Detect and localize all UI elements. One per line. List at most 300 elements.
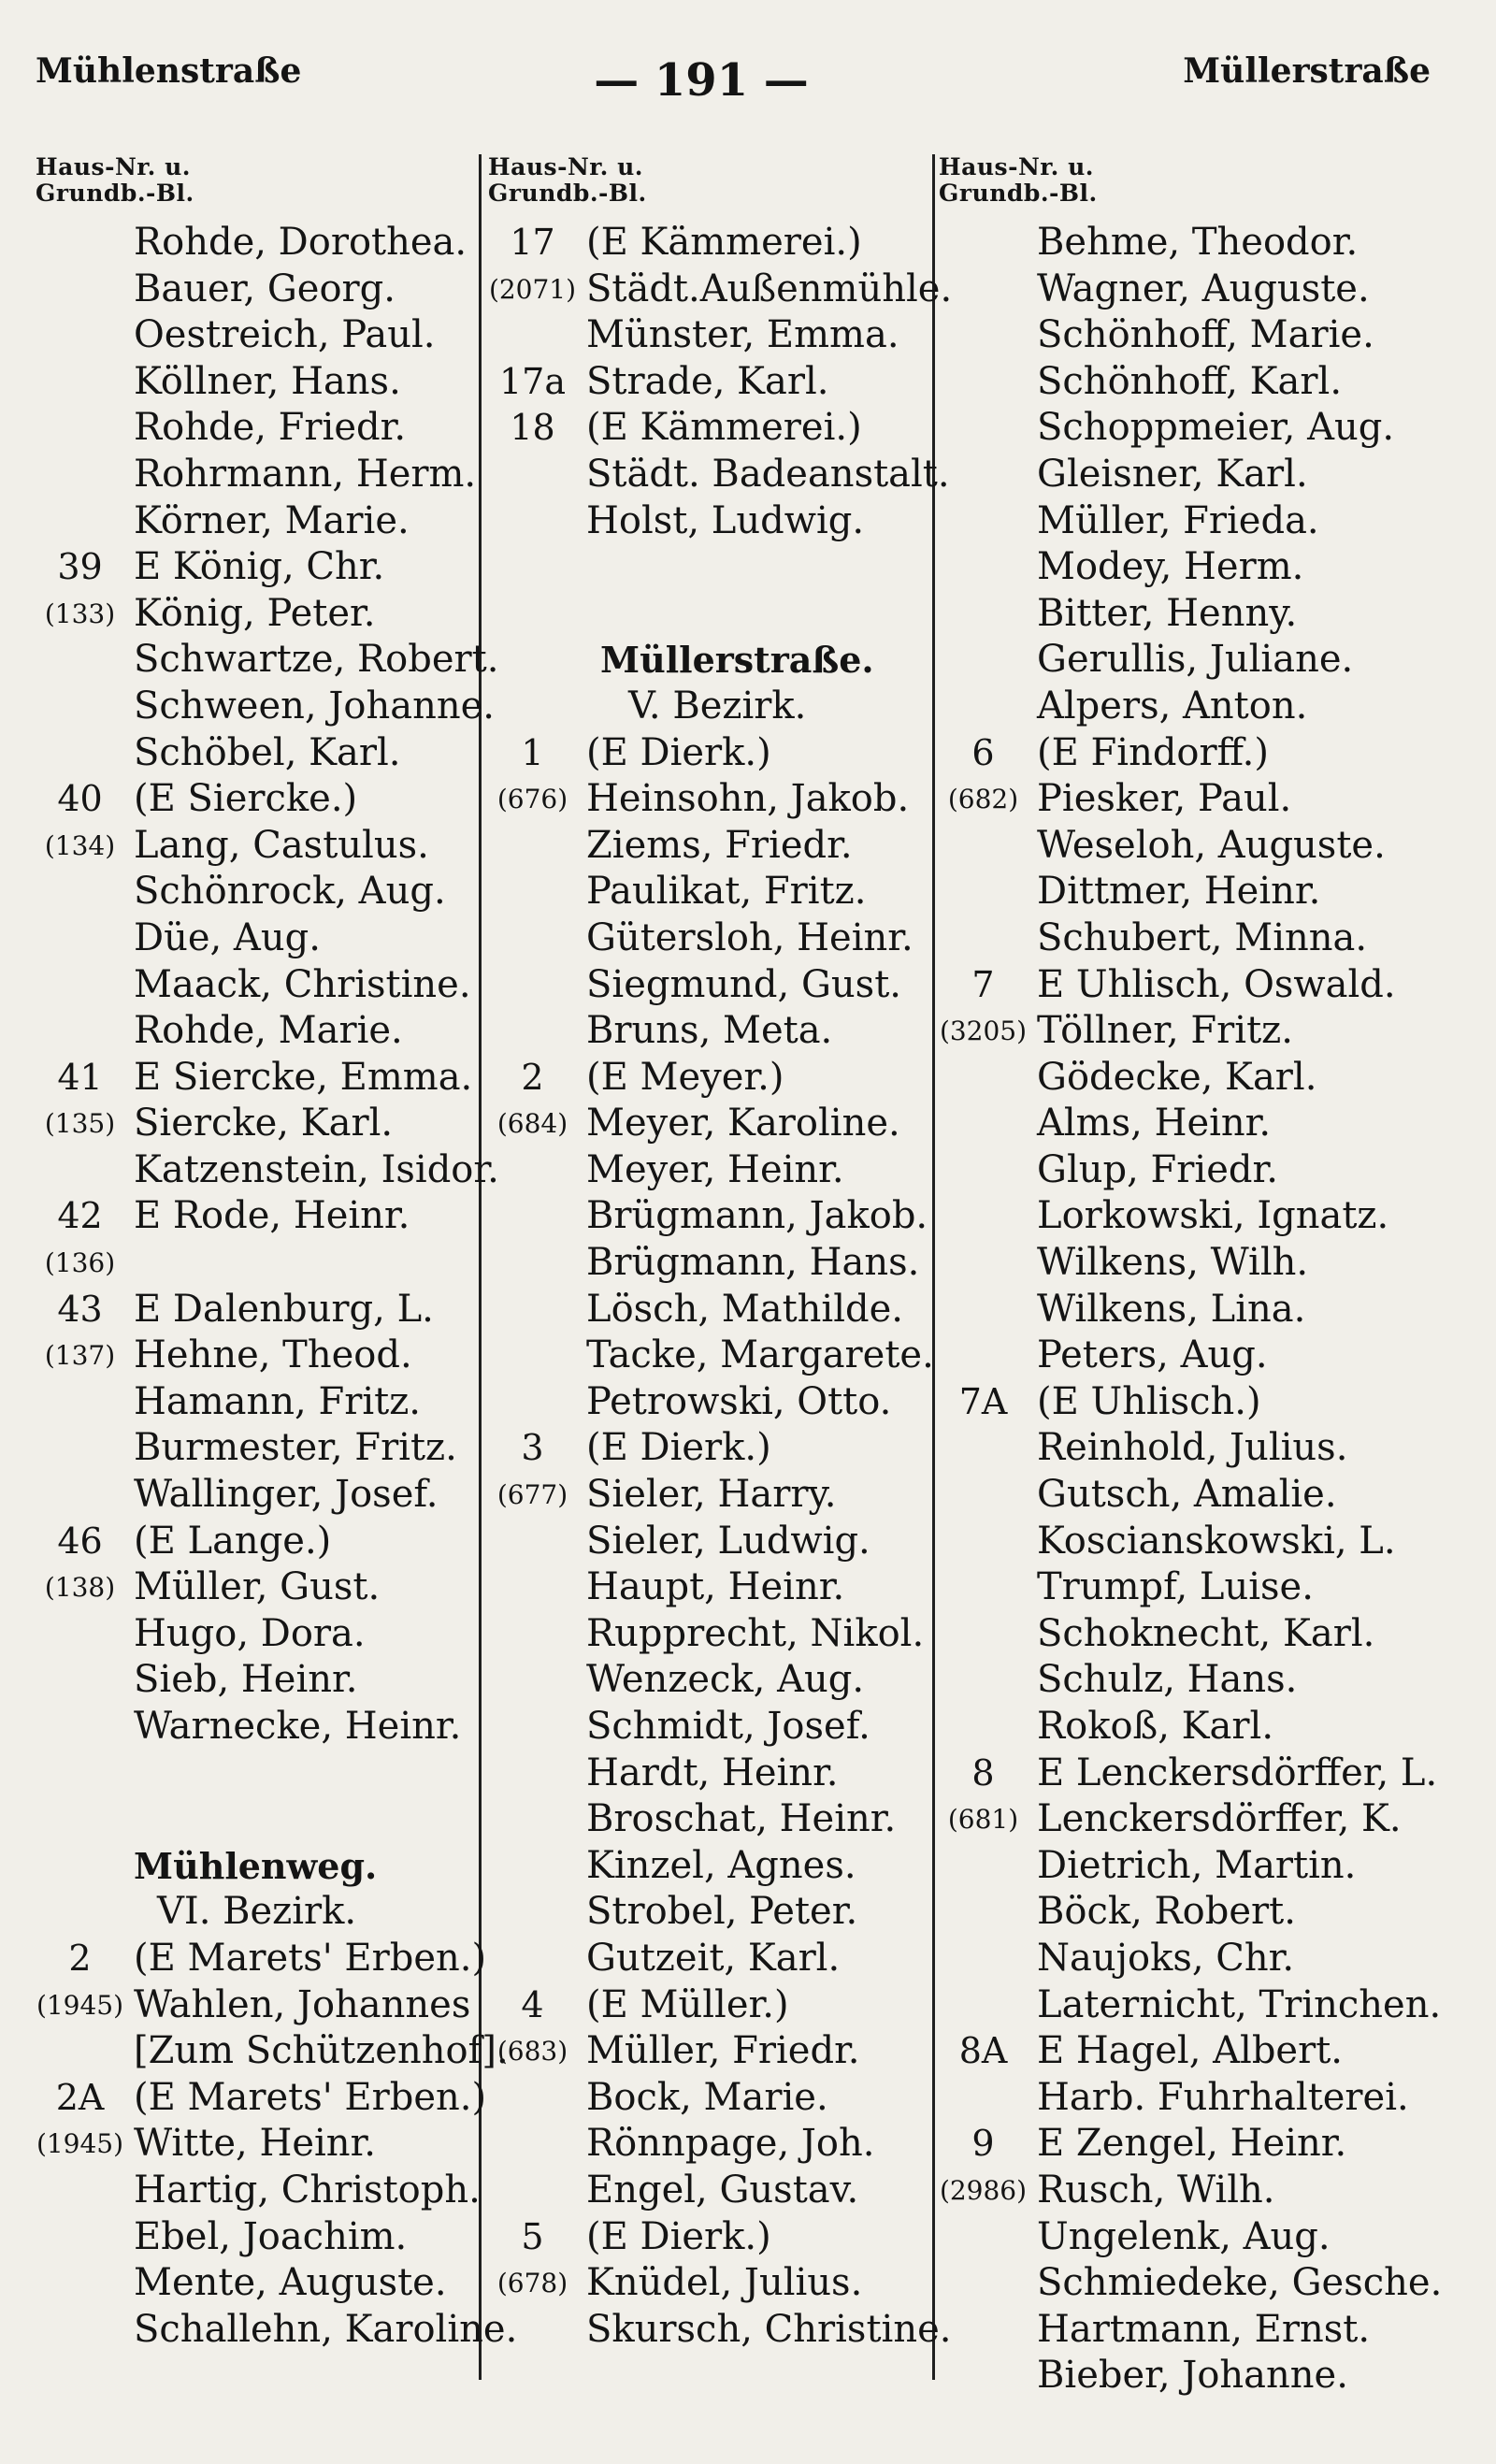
directory-entry — [939, 544, 1449, 591]
resident-name: Haupt, Heinr. — [586, 1565, 845, 1609]
page-number: — 191 — — [594, 54, 809, 107]
directory-entry — [939, 1101, 1449, 1147]
directory-entry — [939, 405, 1449, 452]
directory-entry — [939, 1796, 1449, 1843]
directory-entry — [36, 1564, 503, 1611]
column-header: Haus-Nr. u. Grundb.-Bl. — [488, 153, 647, 207]
resident-name: Müller, Gust. — [134, 1565, 381, 1609]
resident-name: Hardt, Heinr. — [586, 1751, 839, 1794]
resident-name: Koscianskowski, L. — [1037, 1519, 1396, 1563]
resident-name: Rohde, Friedr. — [134, 406, 407, 450]
resident-name: Tacke, Margarete. — [586, 1333, 934, 1377]
resident-name: Städt.Außenmühle. — [586, 267, 953, 310]
resident-name: E Uhlisch, Oswald. — [1037, 962, 1396, 1006]
resident-name: Warnecke, Heinr. — [134, 1705, 462, 1748]
resident-name: Hugo, Dora. — [134, 1611, 366, 1655]
directory-entry — [939, 2168, 1449, 2214]
resident-name: Mühlenweg. — [134, 1844, 378, 1887]
resident-name: Gödecke, Karl. — [1037, 1055, 1317, 1099]
directory-entry — [488, 1936, 939, 1982]
resident-name: (E Müller.) — [586, 1982, 789, 2026]
resident-name: Dittmer, Heinr. — [1037, 870, 1321, 914]
house-number: 43 — [57, 1288, 103, 1330]
directory-entry — [488, 962, 939, 1009]
column-header: Haus-Nr. u. Grundb.-Bl. — [36, 153, 194, 207]
house-number: 5 — [521, 2215, 544, 2257]
resident-name: Reinhold, Julius. — [1037, 1426, 1348, 1470]
directory-entry — [939, 1193, 1449, 1240]
house-number: 8A — [958, 2030, 1008, 2072]
resident-name: Böck, Robert. — [1037, 1890, 1296, 1934]
directory-entry — [939, 962, 1449, 1009]
directory-entry — [939, 1611, 1449, 1658]
directory-entry — [488, 823, 939, 870]
house-number: 2 — [521, 1056, 544, 1098]
house-number: 7 — [971, 963, 995, 1005]
resident-name: (E Uhlisch.) — [1037, 1379, 1261, 1423]
resident-name: Wilkens, Lina. — [1037, 1287, 1306, 1331]
directory-entry — [939, 2307, 1449, 2354]
resident-name: Rohde, Dorothea. — [134, 221, 468, 264]
directory-entry — [939, 823, 1449, 870]
house-number: (134) — [44, 829, 116, 861]
resident-name: Bruns, Meta. — [586, 1009, 833, 1053]
resident-name: Oestreich, Paul. — [134, 313, 436, 357]
directory-entry — [36, 1193, 503, 1240]
resident-name: Schönhoff, Marie. — [1037, 313, 1374, 357]
directory-entry — [939, 2214, 1449, 2261]
resident-name: (E Dierk.) — [586, 1426, 771, 1470]
resident-name: Bieber, Johanne. — [1037, 2354, 1348, 2398]
directory-entry — [488, 2168, 939, 2214]
directory-entry — [488, 1564, 939, 1611]
directory-entry — [36, 452, 503, 498]
house-number: 46 — [57, 1520, 103, 1562]
directory-entry — [36, 1101, 503, 1147]
directory-entry — [36, 1611, 503, 1658]
directory-entry — [939, 1055, 1449, 1102]
directory-entry — [939, 1519, 1449, 1565]
directory-entry — [939, 2075, 1449, 2122]
directory-entry — [36, 591, 503, 638]
district-label — [488, 684, 939, 730]
directory-entry — [488, 1843, 939, 1890]
resident-name: Sieler, Ludwig. — [586, 1519, 870, 1563]
house-number: 4 — [521, 1983, 544, 2025]
resident-name: Rupprecht, Nikol. — [586, 1611, 925, 1655]
house-number: (3205) — [939, 1016, 1028, 1047]
directory-entry — [939, 2260, 1449, 2307]
directory-entry — [488, 2260, 939, 2307]
resident-name: Gleisner, Karl. — [1037, 452, 1308, 496]
house-number: 2 — [68, 1937, 92, 1979]
directory-entry — [36, 1936, 503, 1982]
directory-entry — [488, 405, 939, 452]
directory-entry — [36, 1147, 503, 1194]
directory-entry — [939, 267, 1449, 313]
house-number: (2071) — [488, 273, 577, 305]
resident-name: Töllner, Fritz. — [1037, 1009, 1293, 1053]
directory-entry — [36, 1379, 503, 1426]
directory-entry — [939, 915, 1449, 962]
directory-entry — [939, 2121, 1449, 2168]
house-number: 42 — [57, 1195, 103, 1237]
directory-entry — [488, 2121, 939, 2168]
column-3 — [939, 154, 1449, 2399]
resident-name: Schween, Johanne. — [134, 684, 495, 728]
directory-entry — [488, 1425, 939, 1472]
directory-entry — [36, 359, 503, 406]
resident-name: Gerullis, Juliane. — [1037, 638, 1354, 682]
directory-entry — [36, 312, 503, 359]
resident-name: Broschat, Heinr. — [586, 1797, 897, 1841]
house-number: (1945) — [36, 1989, 124, 2021]
directory-entry — [939, 220, 1449, 267]
directory-entry — [36, 1008, 503, 1055]
directory-entry — [36, 1425, 503, 1472]
resident-name: Bock, Marie. — [586, 2075, 828, 2119]
resident-name: E Rode, Heinr. — [134, 1194, 410, 1238]
resident-name: Müller, Friedr. — [586, 2029, 860, 2073]
resident-name: Hamann, Fritz. — [134, 1379, 421, 1423]
directory-entry — [488, 2307, 952, 2354]
resident-name: Rönnpage, Joh. — [586, 2122, 875, 2166]
resident-name: Burmester, Fritz. — [134, 1426, 457, 1470]
resident-name: Modey, Herm. — [1037, 545, 1304, 589]
resident-name: (E Marets' Erben.) — [134, 1936, 487, 1980]
house-number: (138) — [44, 1572, 116, 1604]
directory-entry — [36, 1287, 503, 1333]
house-number: (137) — [44, 1340, 116, 1372]
directory-entry — [488, 730, 939, 777]
house-number: 2A — [55, 2076, 105, 2118]
house-number: (136) — [44, 1247, 116, 1279]
resident-name: Katzenstein, Isidor. — [134, 1147, 499, 1191]
directory-entry — [36, 1982, 503, 2029]
resident-name: Engel, Gustav. — [586, 2168, 859, 2212]
house-number: 6 — [971, 731, 995, 773]
resident-name: Meyer, Karoline. — [586, 1102, 900, 1146]
directory-entry — [36, 1657, 503, 1704]
resident-name: Rohrmann, Herm. — [134, 452, 477, 496]
resident-name: Schöbel, Karl. — [134, 730, 401, 774]
resident-name: Behme, Theodor. — [1037, 221, 1359, 264]
resident-name: Müller, Frieda. — [1037, 498, 1319, 542]
resident-name: Heinsohn, Jakob. — [586, 777, 910, 821]
resident-name: Städt. Badeanstalt. — [586, 452, 950, 496]
resident-name: Schallehn, Karoline. — [134, 2307, 518, 2351]
directory-entry — [36, 1519, 503, 1565]
resident-name: Brügmann, Jakob. — [586, 1194, 928, 1238]
resident-name: Peters, Aug. — [1037, 1333, 1268, 1377]
resident-name: Bauer, Georg. — [134, 267, 396, 310]
house-number: (682) — [947, 784, 1019, 815]
resident-name: (E Meyer.) — [586, 1055, 784, 1099]
resident-name: V. Bezirk. — [628, 684, 807, 728]
resident-name: Naujoks, Chr. — [1037, 1936, 1295, 1980]
directory-entry — [488, 1333, 939, 1379]
resident-name: Piesker, Paul. — [1037, 777, 1292, 821]
directory-entry — [939, 2353, 1449, 2399]
resident-name: Lang, Castulus. — [134, 823, 429, 867]
resident-name: Bitter, Henny. — [1037, 591, 1298, 635]
directory-entry — [488, 220, 939, 267]
directory-entry — [488, 591, 939, 638]
resident-name: Sieler, Harry. — [586, 1473, 837, 1517]
resident-name: Gutzeit, Karl. — [586, 1936, 841, 1980]
street-heading — [36, 1843, 503, 1890]
resident-name: (E Kämmerei.) — [586, 221, 862, 264]
resident-name: Hehne, Theod. — [134, 1333, 412, 1377]
resident-name: E Zengel, Heinr. — [1037, 2122, 1347, 2166]
resident-name: Lösch, Mathilde. — [586, 1287, 903, 1331]
resident-name: Hartmann, Ernst. — [1037, 2307, 1371, 2351]
directory-entry — [488, 2075, 939, 2122]
running-head-left: Mühlenstraße — [36, 51, 302, 91]
directory-entry — [36, 1055, 503, 1102]
district-label — [36, 1889, 503, 1936]
column-2 — [488, 153, 953, 2353]
resident-name: Köllner, Hans. — [134, 359, 401, 403]
resident-name: E Dalenburg, L. — [134, 1287, 434, 1331]
directory-entry — [939, 312, 1449, 359]
house-number: (683) — [496, 2036, 568, 2068]
house-number: 41 — [57, 1056, 103, 1098]
resident-name: Meyer, Heinr. — [586, 1147, 844, 1191]
resident-name: Weseloh, Auguste. — [1037, 823, 1386, 867]
house-number: (2986) — [939, 2174, 1028, 2206]
resident-name: VI. Bezirk. — [157, 1890, 357, 1934]
directory-entry — [939, 1472, 1449, 1519]
house-number: 17a — [498, 360, 566, 402]
directory-entry — [939, 498, 1449, 545]
directory-entry — [36, 1751, 503, 1797]
house-number: (681) — [947, 1804, 1019, 1836]
directory-entry — [36, 2168, 503, 2214]
resident-name: [Zum Schützenhof]. — [134, 2029, 509, 2073]
street-heading — [488, 637, 939, 684]
house-number: 40 — [57, 778, 103, 820]
directory-entry — [939, 1982, 1449, 2029]
directory-entry — [36, 405, 503, 452]
house-number: (684) — [496, 1108, 568, 1140]
resident-name: Maack, Christine. — [134, 962, 471, 1006]
resident-name: E Lenckersdörffer, L. — [1037, 1751, 1438, 1794]
directory-entry — [36, 2028, 509, 2075]
directory-entry — [939, 1240, 1449, 1287]
directory-entry — [488, 1519, 939, 1565]
directory-entry — [939, 1751, 1449, 1797]
house-number: (678) — [496, 2268, 568, 2299]
house-number: 17 — [510, 222, 555, 263]
resident-name: E Siercke, Emma. — [134, 1055, 473, 1099]
directory-entry — [488, 1657, 939, 1704]
directory-entry — [488, 2028, 939, 2075]
resident-name: Petrowski, Otto. — [586, 1379, 892, 1423]
directory-entry — [488, 1193, 939, 1240]
directory-entry — [939, 1704, 1449, 1751]
directory-entry — [488, 1101, 939, 1147]
resident-name: Siercke, Karl. — [134, 1102, 394, 1146]
resident-name: (E Dierk.) — [586, 730, 771, 774]
resident-name: Harb. Fuhrhalterei. — [1037, 2075, 1409, 2119]
resident-name: Schwartze, Robert. — [134, 638, 499, 682]
directory-entry — [488, 1704, 939, 1751]
resident-name: Siegmund, Gust. — [586, 962, 901, 1006]
resident-name: Körner, Marie. — [134, 498, 410, 542]
resident-name: Skursch, Christine. — [586, 2307, 952, 2351]
directory-entry — [488, 1240, 939, 1287]
resident-name: Rusch, Wilh. — [1037, 2168, 1275, 2212]
resident-name: Rokoß, Karl. — [1037, 1705, 1274, 1748]
resident-name: Ebel, Joachim. — [134, 2214, 408, 2258]
directory-entry — [488, 2214, 939, 2261]
resident-name: Alpers, Anton. — [1037, 684, 1308, 728]
directory-entry — [939, 1657, 1449, 1704]
directory-entry — [36, 637, 503, 684]
resident-name: Schoknecht, Karl. — [1037, 1611, 1375, 1655]
directory-entry — [488, 776, 939, 823]
resident-name: Schönhoff, Karl. — [1037, 359, 1343, 403]
directory-entry — [939, 2028, 1449, 2075]
resident-name: Paulikat, Fritz. — [586, 870, 867, 914]
directory-entry — [488, 498, 939, 545]
directory-entry — [36, 915, 503, 962]
directory-entry — [488, 1611, 939, 1658]
column-header: Haus-Nr. u. Grundb.-Bl. — [939, 153, 1098, 207]
resident-name: Alms, Heinr. — [1037, 1102, 1272, 1146]
resident-name: Sieb, Heinr. — [134, 1658, 358, 1702]
directory-entry — [488, 1287, 939, 1333]
directory-entry — [939, 591, 1449, 638]
directory-entry — [36, 2260, 503, 2307]
directory-entry — [36, 1333, 503, 1379]
resident-name: Schönrock, Aug. — [134, 870, 446, 914]
resident-name: Wenzeck, Aug. — [586, 1658, 865, 1702]
directory-entry — [939, 730, 1449, 777]
resident-name: (E Findorff.) — [1037, 730, 1269, 774]
resident-name: Holst, Ludwig. — [586, 498, 865, 542]
house-number: (133) — [44, 598, 116, 629]
house-number: 39 — [57, 546, 103, 588]
house-number: (135) — [44, 1108, 116, 1140]
directory-entry — [36, 2214, 503, 2261]
resident-name: Kinzel, Agnes. — [586, 1843, 856, 1887]
directory-entry — [939, 869, 1449, 915]
resident-name: E Hagel, Albert. — [1037, 2029, 1344, 2073]
resident-name: Trumpf, Luise. — [1037, 1565, 1314, 1609]
directory-entry — [939, 637, 1449, 684]
resident-name: Schulz, Hans. — [1037, 1658, 1298, 1702]
directory-entry — [36, 2075, 503, 2122]
directory-entry — [939, 1379, 1449, 1426]
directory-entry — [939, 1147, 1449, 1194]
directory-entry — [36, 1704, 503, 1751]
resident-name: Schubert, Minna. — [1037, 915, 1368, 959]
directory-entry — [36, 220, 503, 267]
house-number: 3 — [521, 1427, 544, 1469]
directory-entry — [488, 1008, 939, 1055]
directory-entry — [488, 359, 939, 406]
directory-entry — [36, 1472, 503, 1519]
directory-entry — [36, 684, 503, 730]
resident-name: Knüdel, Julius. — [586, 2261, 863, 2305]
directory-entry — [36, 962, 503, 1009]
resident-name: König, Peter. — [134, 591, 376, 635]
resident-name: Wallinger, Josef. — [134, 1473, 439, 1517]
resident-name: Schmidt, Josef. — [586, 1705, 870, 1748]
resident-name: Müllerstraße. — [600, 639, 874, 682]
resident-name: (E Dierk.) — [586, 2214, 771, 2258]
directory-entry — [36, 1796, 503, 1843]
resident-name: Lorkowski, Ignatz. — [1037, 1194, 1389, 1238]
directory-entry — [939, 776, 1449, 823]
directory-entry — [488, 267, 953, 313]
house-number: 18 — [510, 407, 555, 449]
resident-name: Strade, Karl. — [586, 359, 829, 403]
resident-name: Glup, Friedr. — [1037, 1147, 1278, 1191]
resident-name: Wagner, Auguste. — [1037, 267, 1370, 310]
directory-entry — [488, 1889, 939, 1936]
directory-entry — [36, 2121, 503, 2168]
directory-entry — [488, 1796, 939, 1843]
directory-entry — [939, 1333, 1449, 1379]
resident-name: (E Kämmerei.) — [586, 406, 862, 450]
directory-entry — [939, 452, 1449, 498]
resident-name: Brügmann, Hans. — [586, 1241, 920, 1285]
directory-entry — [488, 1147, 939, 1194]
house-number: (677) — [496, 1479, 568, 1511]
resident-name: Wilkens, Wilh. — [1037, 1241, 1309, 1285]
resident-name: Ungelenk, Aug. — [1037, 2214, 1331, 2258]
directory-entry — [939, 359, 1449, 406]
resident-name: Hartig, Christoph. — [134, 2168, 481, 2212]
directory-entry — [488, 1055, 939, 1102]
house-number: 9 — [971, 2123, 995, 2165]
resident-name: Schmiedeke, Gesche. — [1037, 2261, 1443, 2305]
resident-name: Gutsch, Amalie. — [1037, 1473, 1337, 1517]
house-number: 1 — [521, 731, 544, 773]
directory-entry — [939, 1889, 1449, 1936]
column-1 — [36, 153, 518, 2353]
directory-entry — [488, 452, 950, 498]
directory-entry — [488, 1379, 939, 1426]
resident-name: Düe, Aug. — [134, 915, 321, 959]
house-number: (1945) — [36, 2128, 124, 2160]
resident-name: Münster, Emma. — [586, 313, 899, 357]
resident-name: (E Lange.) — [134, 1519, 332, 1563]
directory-entry — [939, 1843, 1449, 1890]
resident-name: (E Marets' Erben.) — [134, 2075, 487, 2119]
directory-entry — [488, 869, 939, 915]
directory-entry — [488, 1751, 939, 1797]
directory-entry — [488, 915, 939, 962]
directory-entry — [36, 544, 503, 591]
directory-entry — [939, 1564, 1449, 1611]
directory-entry — [488, 312, 939, 359]
resident-name: Laternicht, Trinchen. — [1037, 1982, 1442, 2026]
directory-entry — [939, 1425, 1449, 1472]
resident-name: Dietrich, Martin. — [1037, 1843, 1357, 1887]
directory-entry — [939, 1287, 1449, 1333]
directory-entry — [939, 1936, 1449, 1982]
directory-entry — [36, 1240, 503, 1287]
resident-name: Strobel, Peter. — [586, 1890, 858, 1934]
resident-name: Lenckersdörffer, K. — [1037, 1797, 1402, 1841]
resident-name: Mente, Auguste. — [134, 2261, 447, 2305]
directory-entry — [36, 823, 503, 870]
directory-entry — [488, 544, 939, 591]
